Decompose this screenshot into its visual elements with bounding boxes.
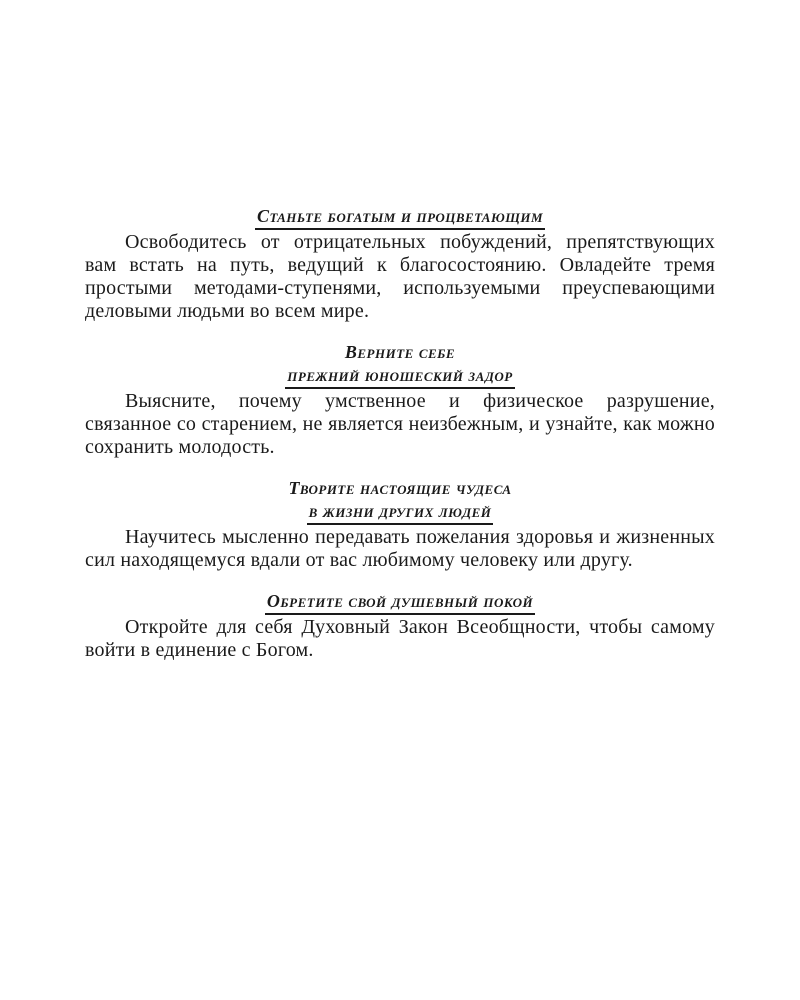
heading-line: Верните себе bbox=[344, 342, 456, 362]
section-heading bbox=[85, 590, 715, 615]
section-paragraph: Откройте для себя Духовный Закон Всеобщности, чтобы самому войти в единение с Богом. bbox=[85, 616, 715, 661]
section-paragraph: Научитесь мысленно передавать пожелания здоровья и жизненных сил находящемуся вдали от вас любимому человеку или другу. bbox=[85, 526, 715, 571]
heading-line: Творите настоящие чудеса bbox=[288, 478, 512, 498]
section-heading bbox=[85, 341, 715, 389]
section-miracles bbox=[85, 477, 715, 572]
heading-line: в жизни других людей bbox=[307, 500, 494, 525]
section-heading bbox=[85, 205, 715, 230]
section-heading bbox=[85, 477, 715, 525]
section-wealth bbox=[85, 205, 715, 323]
heading-line: Обретите свой душевный покой bbox=[265, 590, 535, 615]
heading-line: прежний юношеский задор bbox=[285, 364, 514, 389]
section-paragraph: Выясните, почему умственное и физическое разрушение, связанное со старением, не является неизбежным, и узнайте, как можно сохранить молодость. bbox=[85, 390, 715, 458]
page-content bbox=[85, 205, 715, 662]
section-paragraph: Освободитесь от отрицательных побуждений, препятствующих вам встать на путь, ведущий к благосостоянию. Овладейте тремя простыми методами-ступенями, используемыми преуспевающими деловыми людьми во всем мире. bbox=[85, 231, 715, 322]
heading-line: Станьте богатым и процветающим bbox=[255, 205, 545, 230]
section-peace bbox=[85, 590, 715, 662]
section-youth bbox=[85, 341, 715, 459]
